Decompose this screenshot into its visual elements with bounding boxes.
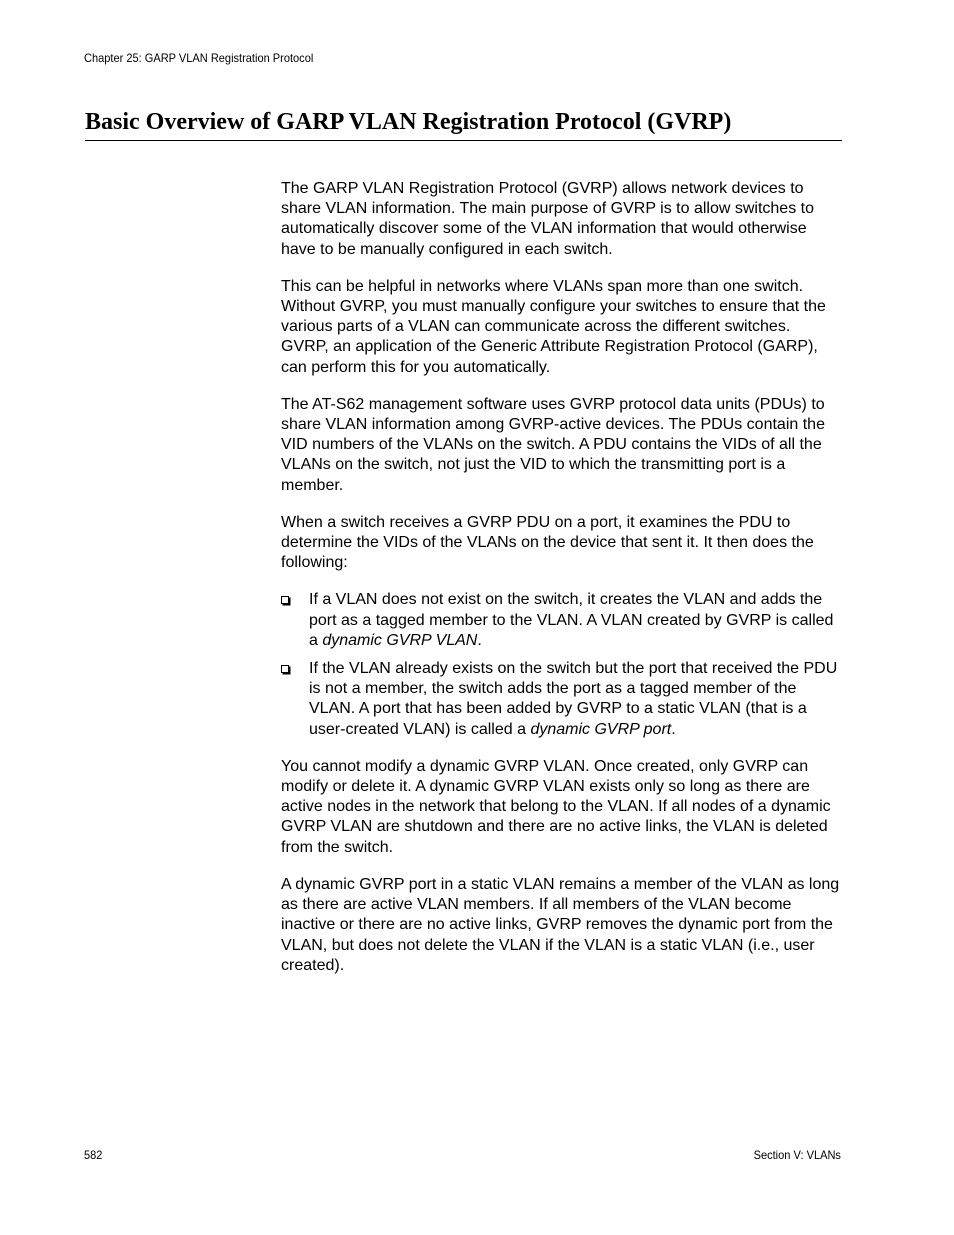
paragraph-intro: The GARP VLAN Registration Protocol (GVRP) allows network devices to share VLAN information. The main purpose of GVRP is to allow switches to automatically discover some of the VLAN information that would otherwise have to be manually configured in each switch.	[281, 180, 814, 258]
paragraph-receive-pdu: When a switch receives a GVRP PDU on a port, it examines the PDU to determine the VIDs of the VLANs on the device that sent it. It then does the following:	[281, 513, 814, 572]
footer-section: Section V: VLANs	[753, 1148, 841, 1162]
bullet-text: If the VLAN already exists on the switch but the port that received the PDU is not a member, the switch adds the port as a tagged member of the VLAN. A port that has been added by GVRP to a static VLAN (that is a user-created VLAN) is called a	[309, 660, 838, 738]
bullet-end: .	[477, 631, 482, 649]
paragraph-multi-switch: This can be helpful in networks where VLANs span more than one switch. Without GVRP, you must manually configure your switches to ensure that the various parts of a VLAN can communicate across the different switches. GVRP, an application of the Generic Attribute Registration Protocol (GARP), can perform this for you automatically.	[281, 277, 826, 376]
page-title: Basic Overview of GARP VLAN Registration Protocol (GVRP)	[85, 107, 842, 141]
running-header: Chapter 25: GARP VLAN Registration Protocol	[84, 51, 314, 65]
body-text	[281, 179, 842, 993]
checkbox-bullet-icon	[281, 596, 289, 604]
paragraph-pdus: The AT-S62 management software uses GVRP protocol data units (PDUs) to share VLAN information among GVRP-active devices. The PDUs contain the VID numbers of the VLANs on the switch. A PDU contains the VIDs of all the VLANs on the switch, not just the VID to which the transmitting port is a member.	[281, 395, 825, 494]
checkbox-bullet-icon	[281, 665, 289, 673]
list-item	[281, 659, 842, 740]
bullet-list	[281, 590, 842, 739]
paragraph-modify-vlan: You cannot modify a dynamic GVRP VLAN. Once created, only GVRP can modify or delete it. A dynamic GVRP VLAN exists only so long as there are active nodes in the network that belong to the VLAN. If all nodes of a dynamic GVRP VLAN are shutdown and there are no active links, the VLAN is deleted from the switch.	[281, 757, 831, 856]
bullet-emphasis: dynamic GVRP port	[530, 720, 672, 738]
page-number: 582	[84, 1148, 103, 1162]
list-item	[281, 590, 842, 651]
bullet-emphasis: dynamic GVRP VLAN	[322, 631, 478, 649]
bullet-end: .	[671, 720, 676, 738]
bullet-text: If a VLAN does not exist on the switch, it creates the VLAN and adds the port as a tagged member to the VLAN. A VLAN created by GVRP is called a	[309, 591, 834, 649]
paragraph-dynamic-port: A dynamic GVRP port in a static VLAN remains a member of the VLAN as long as there are active VLAN members. If all members of the VLAN become inactive or there are no active links, GVRP removes the dynamic port from the VLAN, but does not delete the VLAN if the VLAN is a static VLAN (i.e., user created).	[281, 875, 840, 974]
